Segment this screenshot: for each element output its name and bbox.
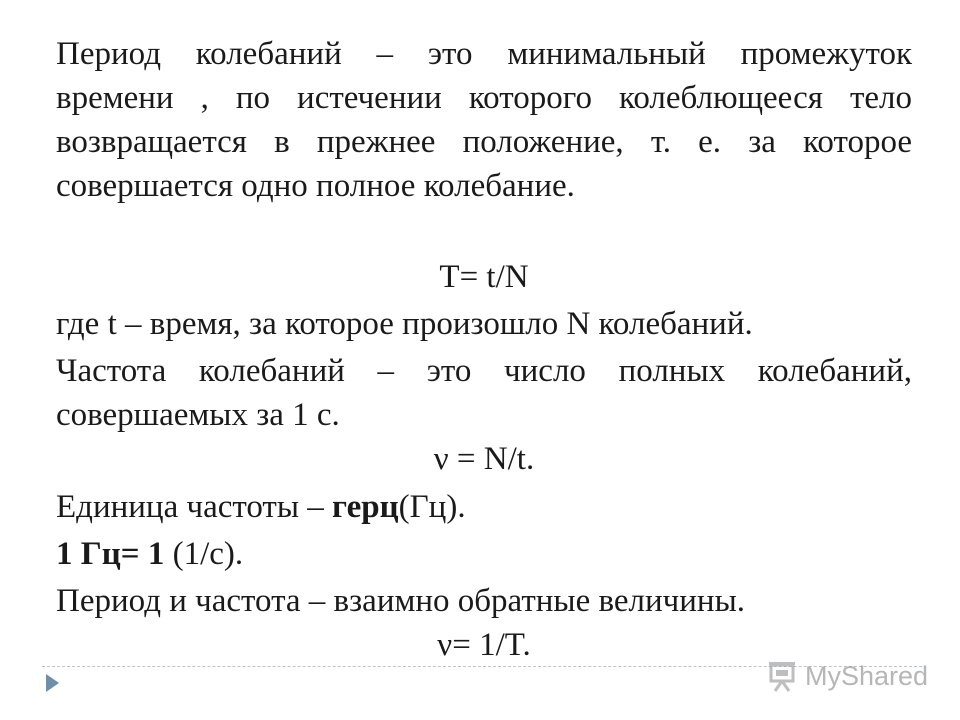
slide-content bbox=[56, 32, 912, 667]
formula-period: T= t/N bbox=[439, 259, 529, 295]
formula-frequency: ν = N/t. bbox=[433, 441, 535, 477]
unit-symbol: (Гц). bbox=[398, 489, 466, 525]
unit-definition-suffix: (1/с). bbox=[164, 536, 244, 572]
unit-definition-bold: 1 Гц= 1 bbox=[56, 536, 165, 572]
unit-definition bbox=[56, 532, 912, 576]
triangle-right-icon bbox=[46, 674, 59, 692]
unit-line bbox=[56, 485, 912, 529]
brand-watermark[interactable] bbox=[765, 656, 928, 696]
definition-period-line-4: совершается одно полное колебание. bbox=[56, 168, 575, 204]
unit-line-prefix: Единица частоты – bbox=[56, 489, 333, 525]
explanation: где t – время, за которое произошло N колебаний. bbox=[56, 306, 753, 342]
definition-frequency-line-1: Частота колебаний – это число полных колебаний, bbox=[56, 353, 912, 389]
formula-relation: ν= 1/T. bbox=[437, 627, 531, 663]
definition-period-line-3: возвращается в прежнее положение, т. е. за которое bbox=[56, 124, 912, 160]
spacer bbox=[56, 208, 912, 255]
definition-period-line-2: времени , по истечении которого колеблющееся тело bbox=[56, 80, 912, 116]
relation-statement: Период и частота – взаимно обратные величины. bbox=[56, 583, 746, 619]
definition-period-line-1: Период колебаний – это минимальный промежуток bbox=[56, 36, 912, 72]
unit-name: герц bbox=[332, 489, 399, 525]
brand-text: MyShared bbox=[805, 660, 929, 691]
projector-screen-icon bbox=[765, 659, 799, 693]
definition-frequency-line-2: совершаемых за 1 с. bbox=[56, 397, 340, 433]
